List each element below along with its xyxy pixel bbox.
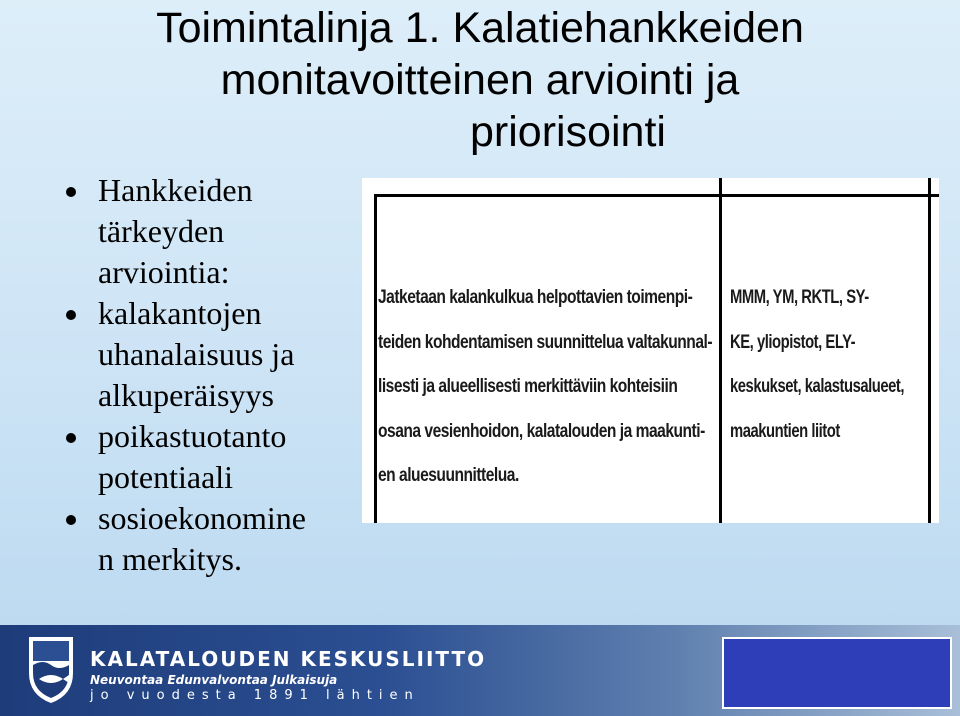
- table-excerpt-image: [362, 178, 939, 523]
- bullet-text: tärkeyden: [98, 213, 225, 249]
- cell-line: osana vesienhoidon, kalatalouden ja maakunti-: [378, 420, 705, 442]
- slide-title: [20, 2, 940, 158]
- table-left-border: [374, 194, 377, 523]
- bullet-text: sosioekonomine: [98, 500, 306, 536]
- cell-line: maakuntien liitot: [730, 420, 840, 442]
- bullet-text: poikastuotanto: [98, 418, 287, 454]
- bullet-item: [60, 498, 370, 580]
- title-line-1: Toimintalinja 1. Kalatiehankkeiden: [156, 4, 804, 52]
- bullet-item: [60, 170, 370, 293]
- cell-line: teiden kohdentamisen suunnittelua valtakunnal-: [378, 331, 713, 353]
- table-column-divider: [719, 178, 722, 523]
- bullet-item: [60, 416, 370, 498]
- bullet-text: n merkitys.: [98, 541, 242, 577]
- title-line-2: monitavoitteinen arviointi ja: [220, 56, 740, 104]
- bullet-dot-icon: [66, 515, 76, 525]
- bullet-dot-icon: [66, 310, 76, 320]
- table-right-border: [928, 178, 931, 523]
- table-cell-actors: [730, 276, 917, 454]
- cell-line: en aluesuunnittelua.: [378, 465, 519, 486]
- bullet-text: uhanalaisuus ja: [98, 336, 295, 372]
- corner-box: [722, 637, 952, 709]
- kalatalouden-keskusliitto-logo-icon: [25, 633, 77, 705]
- bullet-text: Hankkeiden: [98, 172, 253, 208]
- cell-line: KE, yliopistot, ELY-: [730, 331, 856, 353]
- bullet-dot-icon: [66, 187, 76, 197]
- table-cell-measure: [378, 276, 713, 499]
- org-since: jo vuodesta 1891 lähtien: [90, 688, 420, 703]
- bullet-text: arviointia:: [98, 254, 230, 290]
- org-tagline: Neuvontaa Edunvalvontaa Julkaisuja: [90, 673, 338, 687]
- bullet-text: alkuperäisyys: [98, 377, 274, 413]
- org-name: KALATALOUDEN KESKUSLIITTO: [90, 647, 487, 671]
- table-top-border: [374, 194, 939, 197]
- bullet-item: [60, 293, 370, 416]
- bullet-dot-icon: [66, 433, 76, 443]
- bullet-list: [60, 170, 370, 580]
- bullet-text: potentiaali: [98, 459, 234, 495]
- footer-banner: [0, 625, 960, 716]
- cell-line: keskukset, kalastusalueet,: [730, 376, 905, 397]
- cell-line: lisesti ja alueellisesti merkittäviin kohteisiin: [378, 376, 678, 397]
- cell-line: MMM, YM, RKTL, SY-: [730, 287, 869, 308]
- cell-line: Jatketaan kalankulkua helpottavien toimenpi-: [378, 287, 693, 308]
- title-line-3: priorisointi: [470, 108, 666, 156]
- bullet-text: kalakantojen: [98, 295, 262, 331]
